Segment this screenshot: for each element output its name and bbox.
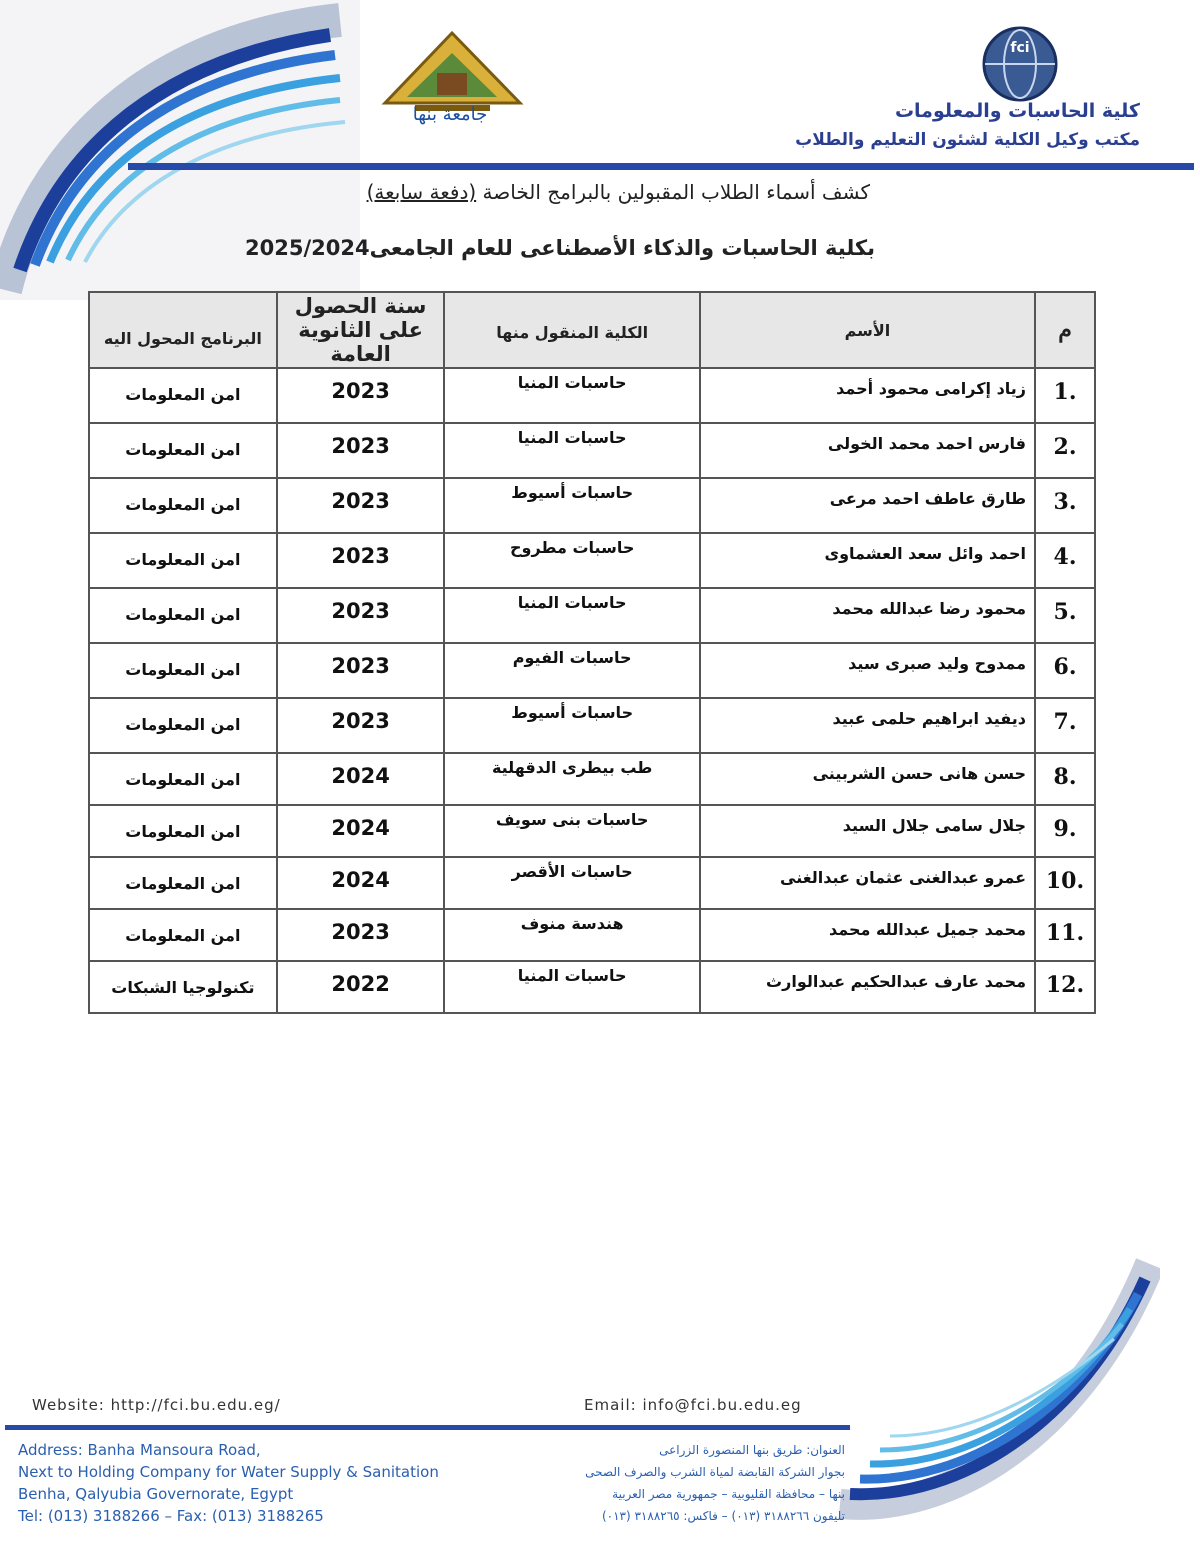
program: امن المعلومات [89,588,277,643]
university-name: جامعة بنها [412,104,488,125]
student-name: حسن هانى حسن الشربينى [700,753,1035,805]
faculty-logo-text: fci [1010,40,1030,56]
student-name: ممدوح وليد صبرى سيد [700,643,1035,698]
student-name: احمد وائل سعد العشماوى [700,533,1035,588]
row-number: 1. [1035,368,1095,423]
row-number: 8. [1035,753,1095,805]
from-faculty: حاسبات الفيوم [444,643,699,698]
year: 2023 [277,588,445,643]
table-row [89,368,1095,423]
from-faculty: حاسبات مطروح [444,533,699,588]
title-batch: (دفعة سابعة) [366,180,477,204]
program: امن المعلومات [89,368,277,423]
title-main: كشف أسماء الطلاب المقبولين بالبرامج الخاصة [482,180,870,204]
year: 2023 [277,478,445,533]
student-name: محمد جميل عبدالله محمد [700,909,1035,961]
email-label: Email: [584,1396,637,1414]
program: امن المعلومات [89,909,277,961]
address-line: بنها – محافظة القليوبية – جمهورية مصر العربية [612,1487,845,1501]
from-faculty: حاسبات بنى سويف [444,805,699,857]
header-name: الأسم [700,292,1035,368]
table-row [89,805,1095,857]
table-row [89,643,1095,698]
header-divider [128,163,1194,170]
year: 2023 [277,368,445,423]
student-name: جلال سامى جلال السيد [700,805,1035,857]
year: 2023 [277,909,445,961]
table-row [89,423,1095,478]
row-number: 4. [1035,533,1095,588]
year: 2024 [277,805,445,857]
from-faculty: حاسبات المنيا [444,423,699,478]
decorative-swoosh-bottom [830,1254,1160,1534]
table-row [89,478,1095,533]
student-name: زياد إكرامى محمود أحمد [700,368,1035,423]
student-name: محمد عارف عبدالحكيم عبدالوارث [700,961,1035,1013]
program: امن المعلومات [89,753,277,805]
document-title [367,180,870,204]
row-number: 3. [1035,478,1095,533]
table-row [89,533,1095,588]
program: امن المعلومات [89,478,277,533]
program: امن المعلومات [89,423,277,478]
student-name: ديفيد ابراهيم حلمى عبيد [700,698,1035,753]
table-header-row [89,292,1095,368]
year: 2024 [277,753,445,805]
footer-divider [5,1425,850,1430]
address-line: بجوار الشركة القابضة لمياة الشرب والصرف الصحى [585,1465,845,1479]
from-faculty: هندسة منوف [444,909,699,961]
address-line: Address: Banha Mansoura Road, [18,1441,261,1459]
email-value[interactable]: info@fci.bu.edu.eg [642,1396,802,1414]
address-line: Tel: (013) 3188266 – Fax: (013) 3188265 [18,1507,324,1525]
address-line: العنوان: طريق بنها المنصورة الزراعى [659,1443,845,1457]
address-line: تليفون ٣١٨٨٢٦٦ (٠١٣) – فاكس: ٣١٨٨٢٦٥ (٠١٣) [601,1509,845,1523]
student-name: محمود رضا عبدالله محمد [700,588,1035,643]
website-label: Website: [32,1396,105,1414]
program: امن المعلومات [89,533,277,588]
from-faculty: حاسبات المنيا [444,961,699,1013]
program: امن المعلومات [89,857,277,909]
year: 2023 [277,698,445,753]
row-number: 6. [1035,643,1095,698]
header-year: سنة الحصول على الثانوية العامة [277,292,445,368]
footer-website [32,1396,281,1414]
program: تكنولوجيا الشبكات [89,961,277,1013]
row-number: 9. [1035,805,1095,857]
from-faculty: حاسبات أسيوط [444,478,699,533]
program: امن المعلومات [89,698,277,753]
website-url[interactable]: http://fci.bu.edu.eg/ [110,1396,281,1414]
row-number: 12. [1035,961,1095,1013]
header-program: البرنامج المحول اليه [89,292,277,368]
address-line: Next to Holding Company for Water Supply & Sanitation [18,1463,439,1481]
footer-email [584,1396,802,1414]
table-row [89,698,1095,753]
from-faculty: طب بيطرى الدقهلية [444,753,699,805]
from-faculty: حاسبات المنيا [444,368,699,423]
from-faculty: حاسبات الأقصر [444,857,699,909]
row-number: 2. [1035,423,1095,478]
from-faculty: حاسبات أسيوط [444,698,699,753]
footer-address-en [18,1439,439,1527]
header-from-faculty: الكلية المنقول منها [444,292,699,368]
office-name: مكتب وكيل الكلية لشئون التعليم والطلاب [795,130,1140,150]
row-number: 7. [1035,698,1095,753]
year: 2024 [277,857,445,909]
from-faculty: حاسبات المنيا [444,588,699,643]
table-row [89,753,1095,805]
faculty-name: كلية الحاسبات والمعلومات [894,100,1140,122]
table-row [89,588,1095,643]
footer-address-ar [585,1439,845,1527]
student-name: طارق عاطف احمد مرعى [700,478,1035,533]
year: 2023 [277,643,445,698]
row-number: 11. [1035,909,1095,961]
student-name: فارس احمد محمد الخولى [700,423,1035,478]
students-table [88,291,1096,1014]
header-num: م [1035,292,1095,368]
document-subtitle: بكلية الحاسبات والذكاء الأصطناعى للعام الجامعى2025/2024 [245,236,875,260]
row-number: 10. [1035,857,1095,909]
year: 2023 [277,533,445,588]
table-row [89,909,1095,961]
year: 2023 [277,423,445,478]
table-row [89,857,1095,909]
program: امن المعلومات [89,805,277,857]
faculty-globe-logo [975,22,1065,102]
program: امن المعلومات [89,643,277,698]
row-number: 5. [1035,588,1095,643]
student-name: عمرو عبدالغنى عثمان عبدالغنى [700,857,1035,909]
address-line: Benha, Qalyubia Governorate, Egypt [18,1485,294,1503]
table-row [89,961,1095,1013]
year: 2022 [277,961,445,1013]
